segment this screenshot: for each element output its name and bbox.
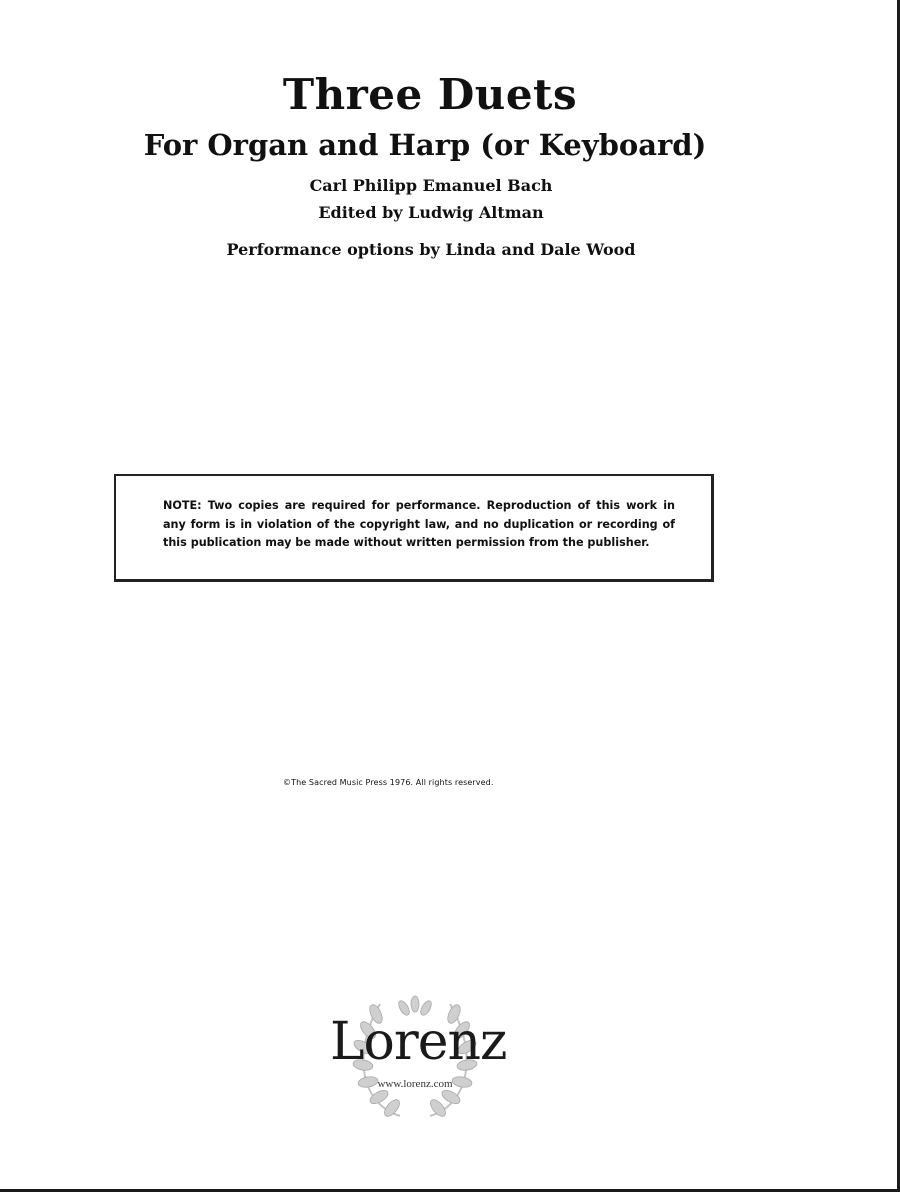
performance-options-credit: Performance options by Linda and Dale Wood [226,240,636,259]
page-title: Three Duets [282,70,578,119]
copyright-line: ©The Sacred Music Press 1976. All rights reserved. [283,778,494,787]
publisher-logo [330,992,507,1124]
editor-credit: Edited by Ludwig Altman [318,203,544,222]
publisher-url: www.lorenz.com [377,1078,453,1090]
composer-credit: Carl Philipp Emanuel Bach [309,176,553,195]
copyright-notice-box [114,474,714,582]
page-subtitle: For Organ and Harp (or Keyboard) [143,128,707,162]
publisher-logo-wordmark: Lorenz [330,1012,507,1072]
copyright-notice-text: NOTE: Two copies are required for performance. Reproduction of this work in any form is in violation of the copyright law, and no duplication or recording of this publication may be made without written permission from the publisher. [163,499,675,549]
